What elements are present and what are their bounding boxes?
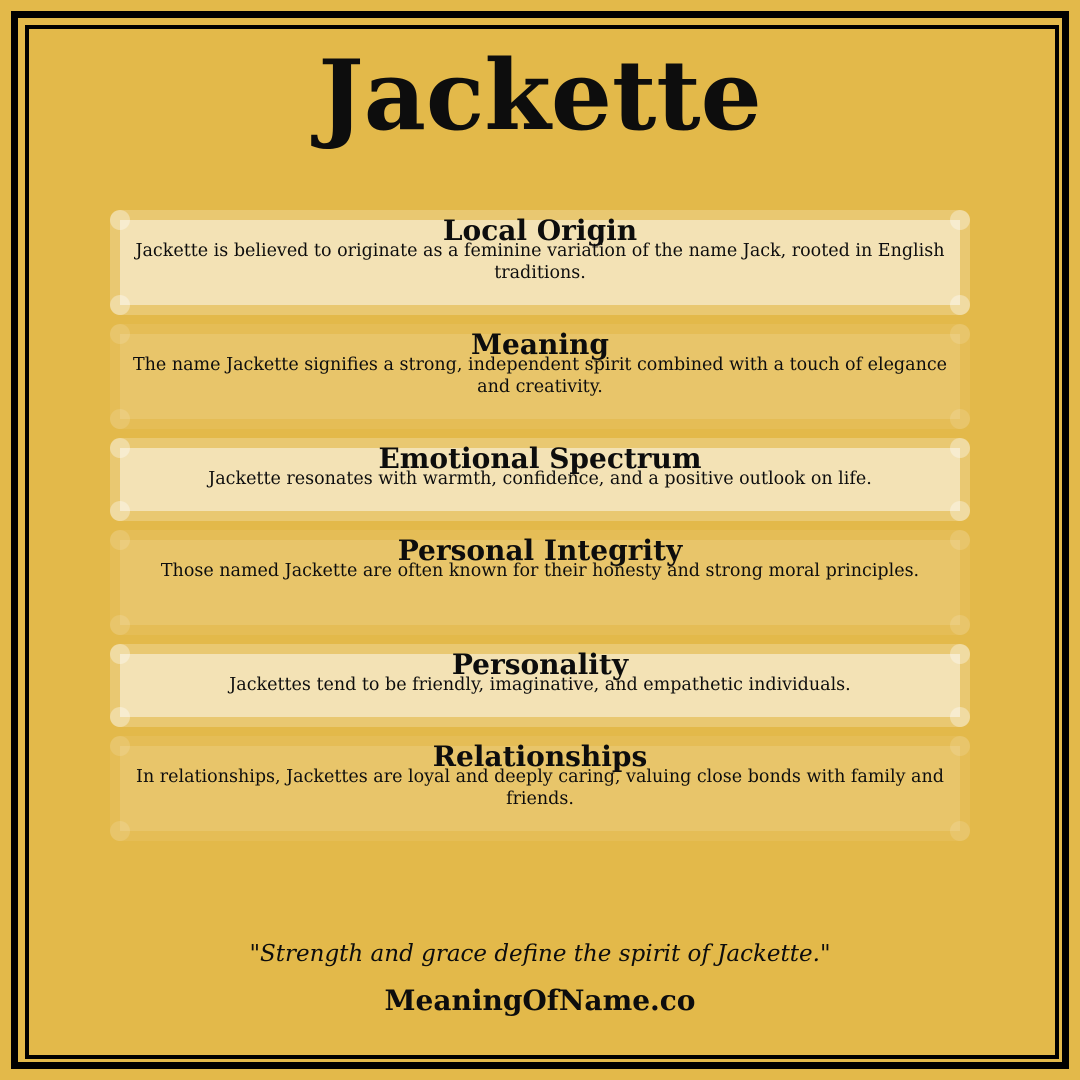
quote-text: "Strength and grace define the spirit of Jackette." bbox=[249, 941, 831, 967]
corner-dot-icon bbox=[950, 409, 970, 429]
name-title: Jackette bbox=[318, 39, 762, 152]
corner-dot-icon bbox=[950, 210, 970, 230]
section-body: Jackette is believed to originate as a feminine variation of the name Jack, rooted in English traditions. bbox=[135, 241, 945, 283]
section-heading: Personality bbox=[451, 648, 629, 681]
section-heading: Emotional Spectrum bbox=[378, 442, 702, 475]
section-body: In relationships, Jackettes are loyal and deeply caring, valuing close bonds with family and friends. bbox=[136, 767, 944, 809]
corner-dot-icon bbox=[110, 409, 130, 429]
corner-dot-icon bbox=[110, 295, 130, 315]
corner-dot-icon bbox=[950, 501, 970, 521]
section-card-meaning bbox=[110, 324, 970, 429]
card-content bbox=[130, 740, 950, 810]
corner-dot-icon bbox=[110, 530, 130, 550]
section-card-emotional-spectrum bbox=[110, 438, 970, 521]
corner-dot-icon bbox=[110, 707, 130, 727]
corner-dot-icon bbox=[950, 707, 970, 727]
card-content bbox=[130, 442, 950, 490]
corner-dot-icon bbox=[110, 210, 130, 230]
section-card-local-origin bbox=[110, 210, 970, 315]
corner-dot-icon bbox=[950, 821, 970, 841]
card-content bbox=[130, 328, 950, 398]
corner-dot-icon bbox=[110, 736, 130, 756]
section-heading: Personal Integrity bbox=[397, 534, 683, 567]
corner-dot-icon bbox=[950, 295, 970, 315]
card-content bbox=[130, 648, 950, 696]
section-body: Those named Jackette are often known for their honesty and strong moral principles. bbox=[160, 561, 920, 581]
section-card-relationships bbox=[110, 736, 970, 841]
corner-dot-icon bbox=[950, 615, 970, 635]
section-body: The name Jackette signifies a strong, independent spirit combined with a touch of elegance and creativity. bbox=[132, 355, 947, 397]
corner-dot-icon bbox=[950, 438, 970, 458]
corner-dot-icon bbox=[110, 644, 130, 664]
corner-dot-icon bbox=[110, 324, 130, 344]
card-content bbox=[130, 534, 950, 582]
site-name: MeaningOfName.co bbox=[384, 984, 696, 1017]
corner-dot-icon bbox=[950, 324, 970, 344]
corner-dot-icon bbox=[110, 438, 130, 458]
section-card-personality bbox=[110, 644, 970, 727]
corner-dot-icon bbox=[950, 530, 970, 550]
corner-dot-icon bbox=[950, 736, 970, 756]
section-body: Jackettes tend to be friendly, imaginative, and empathetic individuals. bbox=[229, 675, 851, 695]
card-content bbox=[130, 214, 950, 284]
section-heading: Meaning bbox=[471, 328, 609, 361]
section-body: Jackette resonates with warmth, confidence, and a positive outlook on life. bbox=[208, 469, 872, 489]
section-heading: Relationships bbox=[432, 740, 648, 773]
section-heading: Local Origin bbox=[442, 214, 638, 247]
corner-dot-icon bbox=[110, 821, 130, 841]
corner-dot-icon bbox=[950, 644, 970, 664]
corner-dot-icon bbox=[110, 501, 130, 521]
section-card-personal-integrity bbox=[110, 530, 970, 635]
corner-dot-icon bbox=[110, 615, 130, 635]
